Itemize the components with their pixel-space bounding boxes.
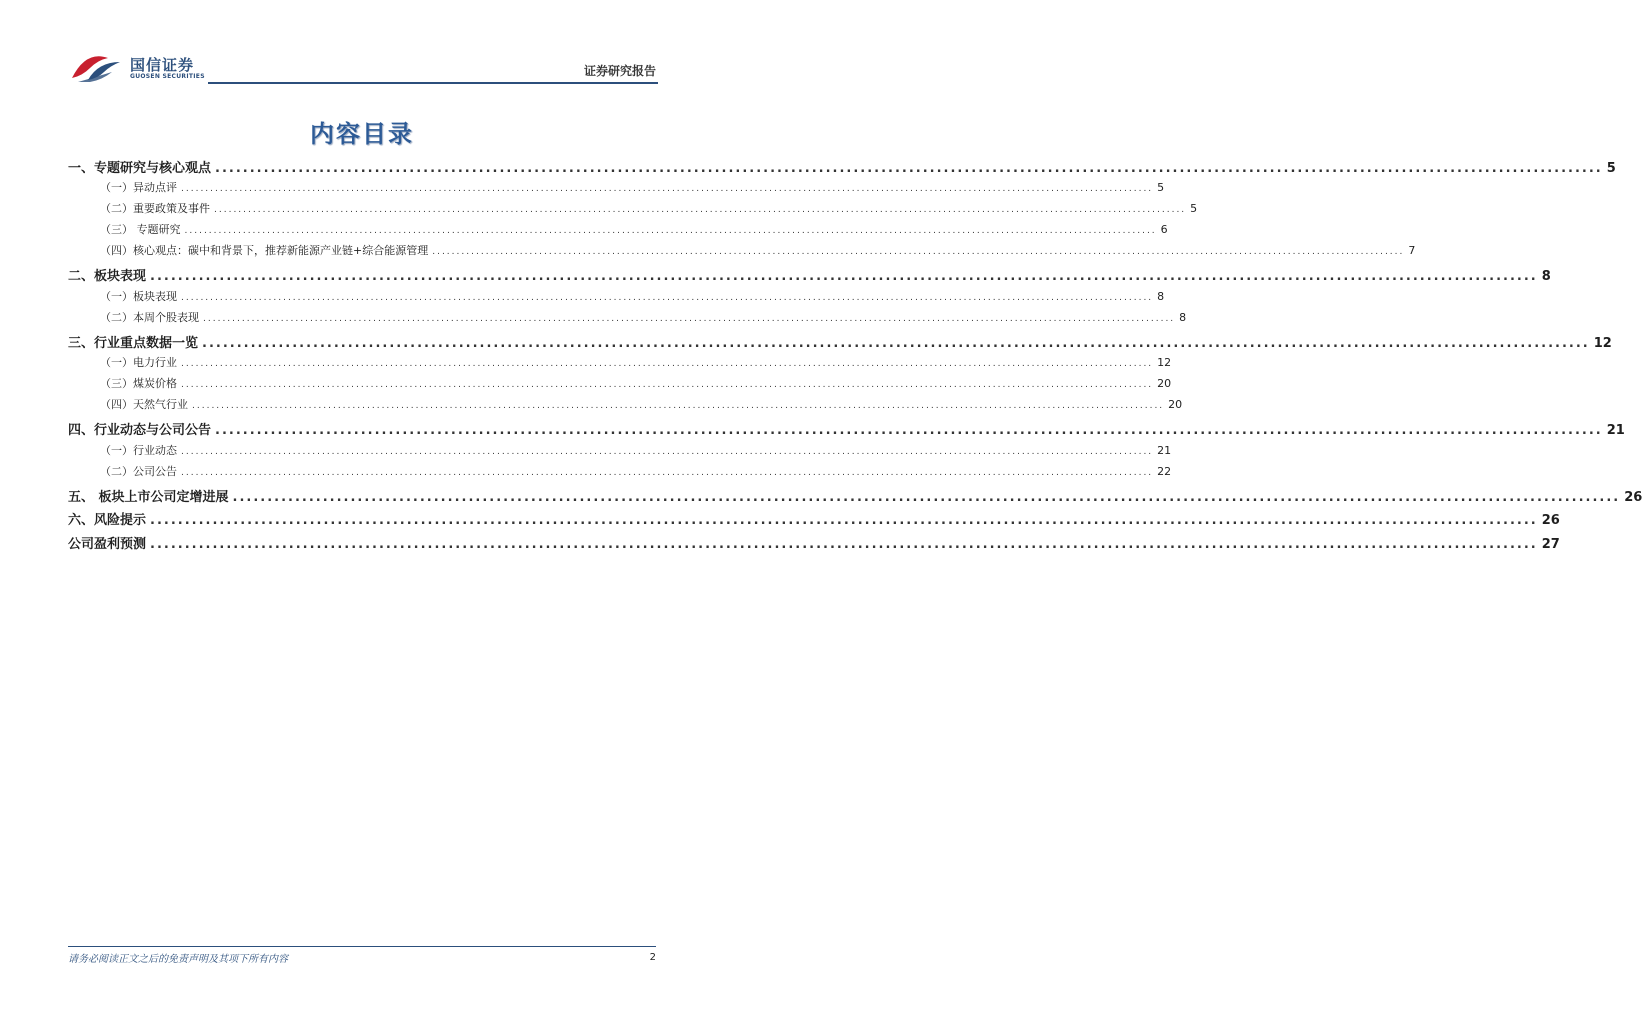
toc-entry-page: 7 — [1408, 244, 1416, 257]
toc-entry-label: 公司盈利预测 — [68, 537, 147, 552]
toc-entry-label: 三、行业重点数据一览 — [68, 336, 199, 351]
toc-dot-leader: ........................................................................................................................................................................................................ — [202, 336, 1590, 351]
toc-dot-leader: ........................................................................................................................................................................................................ — [215, 423, 1603, 438]
footer-divider — [68, 946, 656, 947]
toc-entry-page: 8 — [1157, 290, 1165, 303]
page-title: 内容目录 — [310, 120, 414, 148]
toc-entry[interactable] — [68, 442, 1172, 458]
toc-dot-leader: ........................................................................................................................................................................................................ — [181, 184, 1154, 194]
footer-disclaimer: 请务必阅读正文之后的免责声明及其项下所有内容 — [68, 954, 288, 965]
toc-dot-leader: ........................................................................................................................................................................................................ — [181, 293, 1154, 303]
toc-entry-label: 二、板块表现 — [68, 269, 147, 284]
toc-entry-page: 5 — [1606, 161, 1616, 176]
toc-entry-label: （一）异动点评 — [100, 181, 177, 194]
toc-entry[interactable] — [68, 419, 1625, 438]
toc-dot-leader: ........................................................................................................................................................................................................ — [214, 205, 1187, 215]
toc-dot-leader: ........................................................................................................................................................................................................ — [181, 380, 1154, 390]
toc-entry[interactable] — [68, 221, 1168, 237]
toc-entry-label: （一）电力行业 — [100, 356, 177, 369]
toc-dot-leader: ........................................................................................................................................................................................................ — [192, 401, 1165, 411]
header-divider — [208, 82, 658, 84]
toc-entry-page: 22 — [1157, 465, 1172, 478]
toc-entry[interactable] — [68, 242, 1416, 258]
toc-entry[interactable] — [68, 354, 1172, 370]
toc-entry-page: 20 — [1157, 377, 1172, 390]
toc-entry[interactable] — [68, 200, 1198, 216]
toc-dot-leader: ........................................................................................................................................................................................................ — [150, 513, 1538, 528]
toc-dot-leader: ........................................................................................................................................................................................................ — [432, 247, 1405, 257]
page-header — [68, 48, 658, 88]
toc-entry[interactable] — [68, 375, 1172, 391]
toc-dot-leader: ........................................................................................................................................................................................................ — [181, 468, 1154, 478]
toc-entry-label: 五、 板块上市公司定增进展 — [68, 490, 229, 505]
toc-entry-label: （一）行业动态 — [100, 444, 177, 457]
toc-dot-leader: ........................................................................................................................................................................................................ — [150, 269, 1538, 284]
toc-dot-leader: ........................................................................................................................................................................................................ — [150, 537, 1538, 552]
toc-entry[interactable] — [68, 396, 1183, 412]
toc-entry[interactable] — [68, 486, 1642, 505]
toc-entry-page: 12 — [1157, 356, 1172, 369]
toc-entry[interactable] — [68, 179, 1165, 195]
guosen-logo-icon — [68, 48, 130, 84]
toc-entry[interactable] — [68, 533, 1560, 552]
toc-entry-label: 六、风险提示 — [68, 513, 147, 528]
toc-entry-label: （二）重要政策及事件 — [100, 202, 210, 215]
toc-entry-label: 四、行业动态与公司公告 — [68, 423, 212, 438]
toc-entry-page: 12 — [1593, 336, 1612, 351]
report-type-label: 证券研究报告 — [583, 64, 656, 78]
toc-entry-label: （二）公司公告 — [100, 465, 177, 478]
toc-entry-label: （四）核心观点：碳中和背景下，推荐新能源产业链+综合能源管理 — [100, 244, 429, 257]
toc-entry-page: 26 — [1624, 490, 1642, 505]
toc-entry-label: （三） 专题研究 — [100, 223, 181, 236]
toc-dot-leader: ........................................................................................................................................................................................................ — [181, 359, 1154, 369]
toc-entry-page: 21 — [1606, 423, 1625, 438]
toc-entry[interactable] — [68, 288, 1165, 304]
brand-name-en: GUOSEN SECURITIES — [130, 73, 205, 80]
toc-entry-page: 27 — [1541, 537, 1560, 552]
toc-entry-label: （三）煤炭价格 — [100, 377, 177, 390]
toc-entry-label: （一）板块表现 — [100, 290, 177, 303]
toc-entry[interactable] — [68, 463, 1172, 479]
toc-entry-page: 5 — [1157, 181, 1165, 194]
toc-entry-page: 8 — [1541, 269, 1551, 284]
toc-dot-leader: ........................................................................................................................................................................................................ — [181, 447, 1154, 457]
toc-entry[interactable] — [68, 157, 1616, 176]
toc-entry-page: 6 — [1160, 223, 1168, 236]
toc-dot-leader: ........................................................................................................................................................................................................ — [184, 226, 1157, 236]
toc-entry[interactable] — [68, 332, 1612, 351]
toc-entry[interactable] — [68, 309, 1187, 325]
toc-dot-leader: ........................................................................................................................................................................................................ — [232, 490, 1621, 505]
toc-entry-label: （二）本周个股表现 — [100, 311, 199, 324]
toc-entry-page: 5 — [1190, 202, 1198, 215]
toc-entry-page: 8 — [1179, 311, 1187, 324]
page-number: 2 — [649, 952, 656, 963]
toc-entry-label: （四）天然气行业 — [100, 398, 188, 411]
toc-entry-page: 20 — [1168, 398, 1183, 411]
toc-dot-leader: ........................................................................................................................................................................................................ — [215, 161, 1603, 176]
toc-entry-page: 21 — [1157, 444, 1172, 457]
toc-entry[interactable] — [68, 509, 1560, 528]
toc-dot-leader: ........................................................................................................................................................................................................ — [203, 314, 1176, 324]
toc-entry[interactable] — [68, 265, 1551, 284]
brand-name-cn: 国信证券 — [130, 56, 195, 74]
toc-entry-page: 26 — [1541, 513, 1560, 528]
toc-entry-label: 一、专题研究与核心观点 — [68, 161, 212, 176]
